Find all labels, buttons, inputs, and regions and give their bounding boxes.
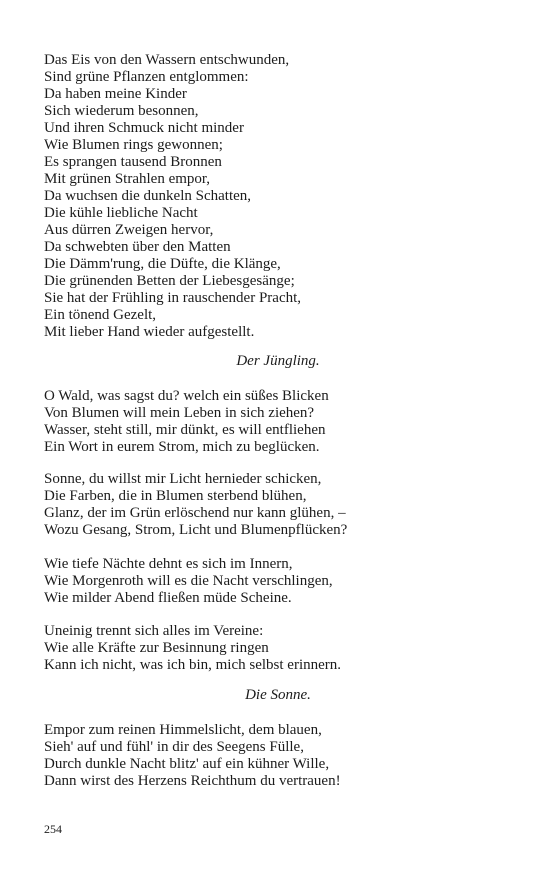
verse-line: Das Eis von den Wassern entschwunden, xyxy=(44,52,290,68)
verse-line: Glanz, der im Grün erlöschend nur kann glühen, – xyxy=(44,505,346,521)
verse-line: Da wuchsen die dunkeln Schatten, xyxy=(44,188,252,204)
verse-line: Es sprangen tausend Bronnen xyxy=(44,154,222,170)
verse-line: Wasser, steht still, mir dünkt, es will entfliehen xyxy=(44,422,326,438)
verse-line: Dann wirst des Herzens Reichthum du vertrauen! xyxy=(44,773,341,789)
verse-line: Ein Wort in eurem Strom, mich zu beglücken. xyxy=(44,439,320,455)
verse-line: Von Blumen will mein Leben in sich ziehen? xyxy=(44,405,315,421)
verse-line: Wie alle Kräfte zur Besinnung ringen xyxy=(44,640,269,656)
verse-line: Da schwebten über den Matten xyxy=(44,239,231,255)
verse-line: Uneinig trennt sich alles im Vereine: xyxy=(44,623,264,639)
verse-line: Empor zum reinen Himmelslicht, dem blauen, xyxy=(44,722,322,738)
verse-line: Mit grünen Strahlen empor, xyxy=(44,171,211,187)
verse-line: Sieh' auf und fühl' in dir des Seegens Fülle, xyxy=(44,739,304,755)
verse-line: Die kühle liebliche Nacht xyxy=(44,205,198,221)
verse-line: Die Dämm'rung, die Düfte, die Klänge, xyxy=(44,256,281,272)
verse-line: Und ihren Schmuck nicht minder xyxy=(44,120,244,136)
verse-line: Sie hat der Frühling in rauschender Pracht, xyxy=(44,290,302,306)
verse-line: Ein tönend Gezelt, xyxy=(44,307,157,323)
verse-line: Wozu Gesang, Strom, Licht und Blumenpflücken? xyxy=(44,522,348,538)
verse-line: Kann ich nicht, was ich bin, mich selbst erinnern. xyxy=(44,657,342,673)
verse-line: Durch dunkle Nacht blitz' auf ein kühner Wille, xyxy=(44,756,330,772)
page-number: 254 xyxy=(44,822,62,836)
section-heading: Der Jüngling. xyxy=(236,353,320,369)
section-heading: Die Sonne. xyxy=(245,687,311,703)
verse-line: Wie milder Abend fließen müde Scheine. xyxy=(44,590,292,606)
verse-line: Die grünenden Betten der Liebesgesänge; xyxy=(44,273,295,289)
verse-line: Da haben meine Kinder xyxy=(44,86,187,102)
verse-line: Sind grüne Pflanzen entglommen: xyxy=(44,69,249,85)
verse-line: Aus dürren Zweigen hervor, xyxy=(44,222,214,238)
verse-line: O Wald, was sagst du? welch ein süßes Blicken xyxy=(44,388,329,404)
verse-line: Wie tiefe Nächte dehnt es sich im Innern, xyxy=(44,556,293,572)
verse-line: Wie Blumen rings gewonnen; xyxy=(44,137,223,153)
verse-line: Wie Morgenroth will es die Nacht verschlingen, xyxy=(44,573,333,589)
verse-line: Sich wiederum besonnen, xyxy=(44,103,199,119)
verse-line: Die Farben, die in Blumen sterbend blühen, xyxy=(44,488,307,504)
verse-line: Sonne, du willst mir Licht hernieder schicken, xyxy=(44,471,322,487)
verse-line: Mit lieber Hand wieder aufgestellt. xyxy=(44,324,255,340)
